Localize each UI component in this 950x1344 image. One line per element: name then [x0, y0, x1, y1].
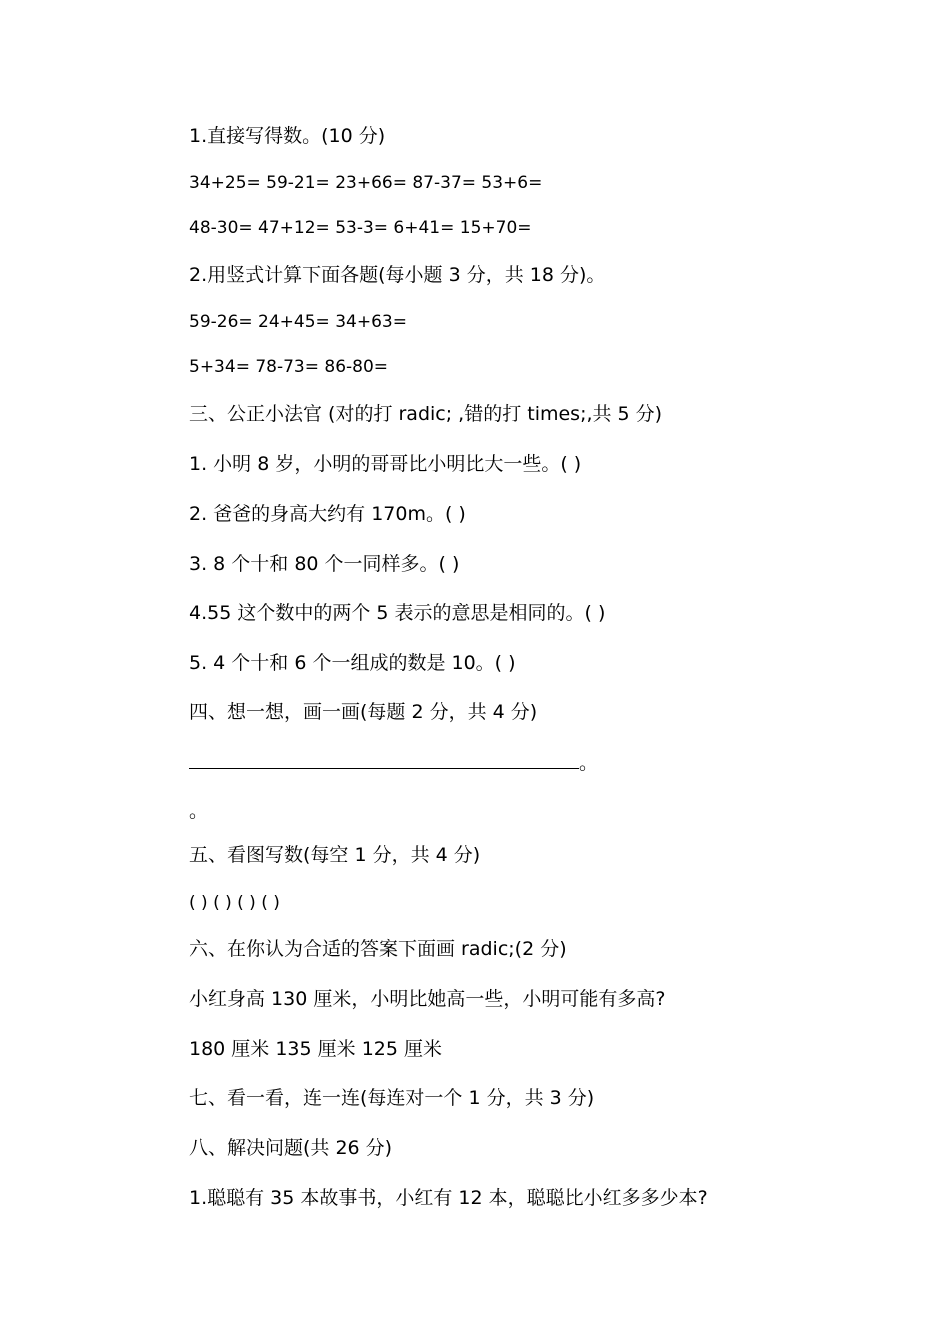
section-heading: 2.用竖式计算下面各题(每小题 3 分，共 18 分)。 [189, 264, 606, 286]
question-line: 1.聪聪有 35 本故事书，小红有 12 本，聪聪比小红多多少本? [189, 1187, 708, 1209]
section-heading: 四、想一想，画一画(每题 2 分，共 4 分) [189, 701, 538, 723]
equation-row: 34+25= 59-21= 23+66= 87-37= 53+6= [189, 173, 543, 193]
section-heading: 六、在你认为合适的答案下面画 radic;(2 分) [189, 938, 567, 960]
question-line: 4.55 这个数中的两个 5 表示的意思是相同的。( ) [189, 602, 606, 624]
answer-brackets: ( ) ( ) ( ) ( ) [189, 893, 280, 913]
question-line: 5. 4 个十和 6 个一组成的数是 10。( ) [189, 652, 516, 674]
period-mark: 。 [189, 800, 209, 822]
section-heading: 五、看图写数(每空 1 分，共 4 分) [189, 844, 481, 866]
answer-blank-line [189, 754, 598, 773]
question-line: 小红身高 130 厘米，小明比她高一些，小明可能有多高? [189, 988, 666, 1010]
section-heading: 八、解决问题(共 26 分) [189, 1137, 393, 1159]
section-heading: 三、公正小法官 (对的打 radic; ,错的打 times;,共 5 分) [189, 403, 663, 425]
section-heading: 1.直接写得数。(10 分) [189, 125, 386, 147]
question-line: 2. 爸爸的身高大约有 170m。( ) [189, 503, 466, 525]
answer-options: 180 厘米 135 厘米 125 厘米 [189, 1038, 442, 1060]
question-line: 3. 8 个十和 80 个一同样多。( ) [189, 553, 460, 575]
section-heading: 七、看一看，连一连(每连对一个 1 分，共 3 分) [189, 1087, 595, 1109]
answer-blank [189, 754, 579, 769]
equation-row: 48-30= 47+12= 53-3= 6+41= 15+70= [189, 218, 532, 238]
equation-row: 5+34= 78-73= 86-80= [189, 357, 389, 377]
question-line: 1. 小明 8 岁，小明的哥哥比小明比大一些。( ) [189, 453, 582, 475]
equation-row: 59-26= 24+45= 34+63= [189, 312, 407, 332]
period-mark: 。 [579, 752, 599, 774]
